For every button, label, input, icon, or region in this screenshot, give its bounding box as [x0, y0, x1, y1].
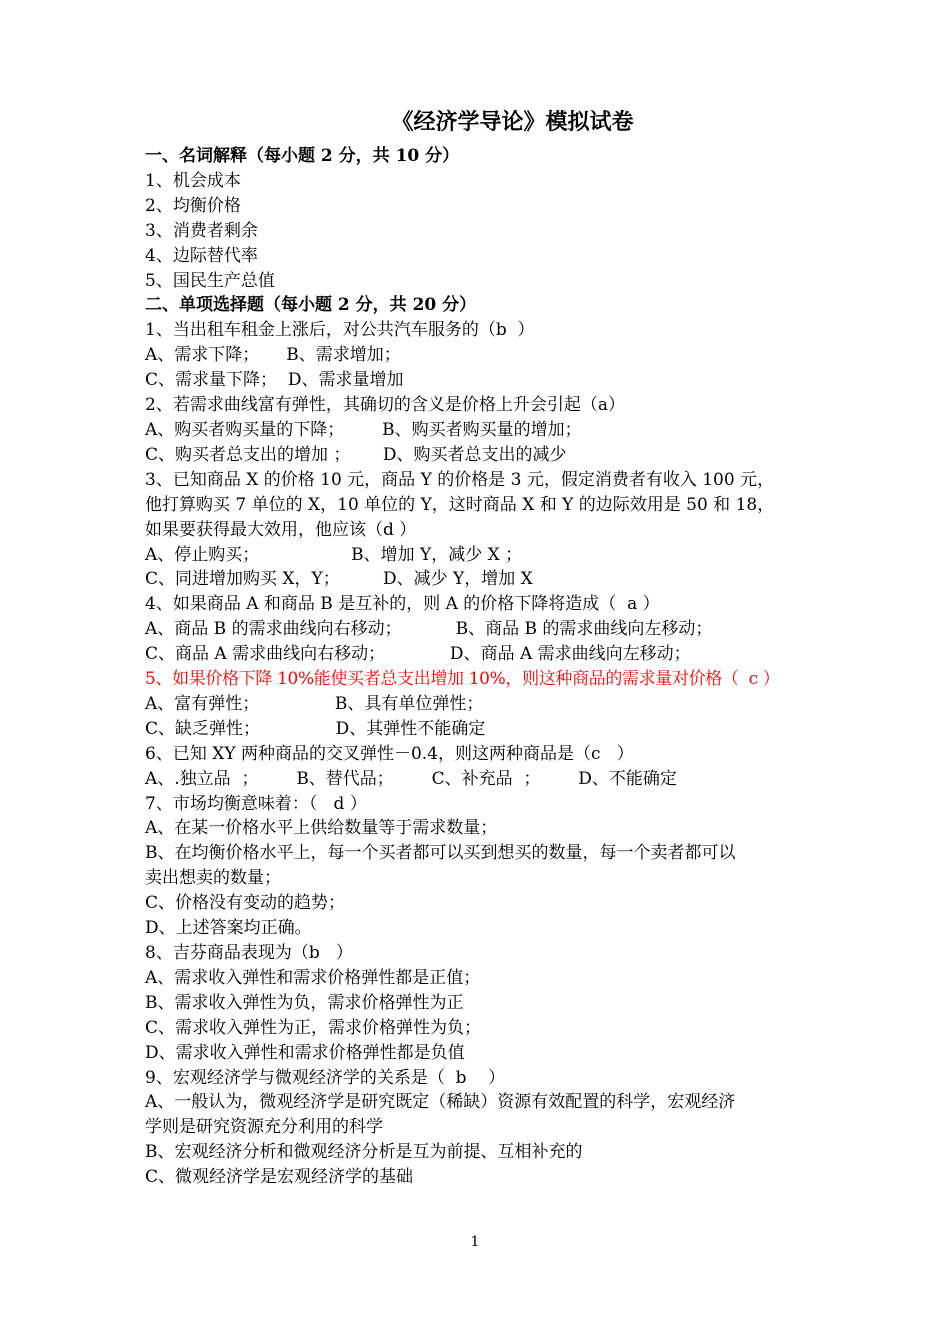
text-line: 8、吉芬商品表现为（b ） [145, 943, 353, 963]
text-line: 他打算购买 7 单位的 X，10 单位的 Y，这时商品 X 和 Y 的边际效用是 50 和 18， [145, 494, 775, 515]
text-line: B、宏观经济分析和微观经济分析是互为前提、互相补充的 [145, 1142, 583, 1163]
text-line: 3、消费者剩余 [145, 220, 258, 241]
document-title: 《经济学导论》模拟试卷 [391, 109, 634, 135]
text-line: A、商品 B 的需求曲线向右移动； B、商品 B 的需求曲线向左移动； [145, 619, 713, 640]
exam-body [145, 144, 825, 1190]
text-line: C、需求收入弹性为正，需求价格弹性为负； [145, 1017, 482, 1038]
text-line: 1、机会成本 [145, 170, 241, 191]
section-heading: 一、名词解释（每小题 2 分，共 10 分） [145, 146, 460, 166]
text-line: 7、市场均衡意味着：（ d ） [145, 793, 367, 814]
text-line: A、停止购买； B、增加 Y，减少 X ； [145, 544, 523, 565]
text-line: 如果要获得最大效用，他应该（d ） [145, 519, 417, 540]
page-number: 1 [470, 1234, 480, 1250]
text-line: D、需求收入弹性和需求价格弹性都是负值 [145, 1042, 465, 1063]
text-line: A、富有弹性； B、具有单位弹性； [145, 693, 484, 714]
highlighted-question-line: 5、如果价格下降 10%能使买者总支出增加 10%，则这种商品的需求量对价格（ c ） [145, 669, 780, 690]
text-line: C、购买者总支出的增加 ； D、购买者总支出的减少 [145, 444, 567, 465]
text-line: 卖出想卖的数量； [145, 868, 281, 889]
text-line: 3、已知商品 X 的价格 10 元，商品 Y 的价格是 3 元，假定消费者有收入 100 元， [145, 469, 775, 490]
text-line: A、购买者购买量的下降； B、购买者购买量的增加； [145, 419, 582, 440]
text-line: 5、国民生产总值 [145, 270, 275, 291]
text-line: 学则是研究资源充分利用的科学 [145, 1117, 383, 1138]
text-line: 4、如果商品 A 和商品 B 是互补的，则 A 的价格下降将造成（ a ） [145, 594, 660, 615]
text-line: C、同进增加购买 X，Y； D、减少 Y，增加 X [145, 569, 533, 590]
text-line: C、微观经济学是宏观经济学的基础 [145, 1167, 414, 1188]
text-line: 1、当出租车租金上涨后，对公共汽车服务的（b ） [145, 320, 535, 341]
text-line: 2、若需求曲线富有弹性，其确切的含义是价格上升会引起（a） [145, 395, 625, 416]
text-line: B、需求收入弹性为负，需求价格弹性为正 [145, 992, 464, 1013]
text-line: A、需求下降； B、需求增加； [145, 345, 401, 366]
text-line: A、在某一价格水平上供给数量等于需求数量； [145, 818, 498, 839]
text-line: A、一般认为，微观经济学是研究既定（稀缺）资源有效配置的科学，宏观经济 [145, 1092, 736, 1113]
text-line: D、上述答案均正确。 [145, 918, 312, 939]
text-line: C、缺乏弹性； D、其弹性不能确定 [145, 718, 486, 739]
text-line: C、需求量下降； D、需求量增加 [145, 370, 404, 391]
text-line: 2、均衡价格 [145, 195, 241, 216]
text-line: 4、边际替代率 [145, 245, 258, 266]
text-line: C、商品 A 需求曲线向右移动； D、商品 A 需求曲线向左移动； [145, 644, 691, 665]
text-line: A、.独立品 ； B、替代品； C、补充品 ； D、不能确定 [145, 768, 677, 789]
text-line: A、需求收入弹性和需求价格弹性都是正值； [145, 967, 481, 988]
exam-page [145, 104, 825, 1190]
text-line: C、价格没有变动的趋势； [145, 893, 346, 914]
text-line: B、在均衡价格水平上，每一个买者都可以买到想买的数量，每一个卖者都可以 [145, 843, 736, 864]
text-line: 6、已知 XY 两种商品的交叉弹性－0.4，则这两种商品是（c ） [145, 743, 634, 764]
section-heading: 二、单项选择题（每小题 2 分，共 20 分） [145, 295, 477, 316]
text-line: 9、宏观经济学与微观经济学的关系是（ b ） [145, 1067, 506, 1088]
